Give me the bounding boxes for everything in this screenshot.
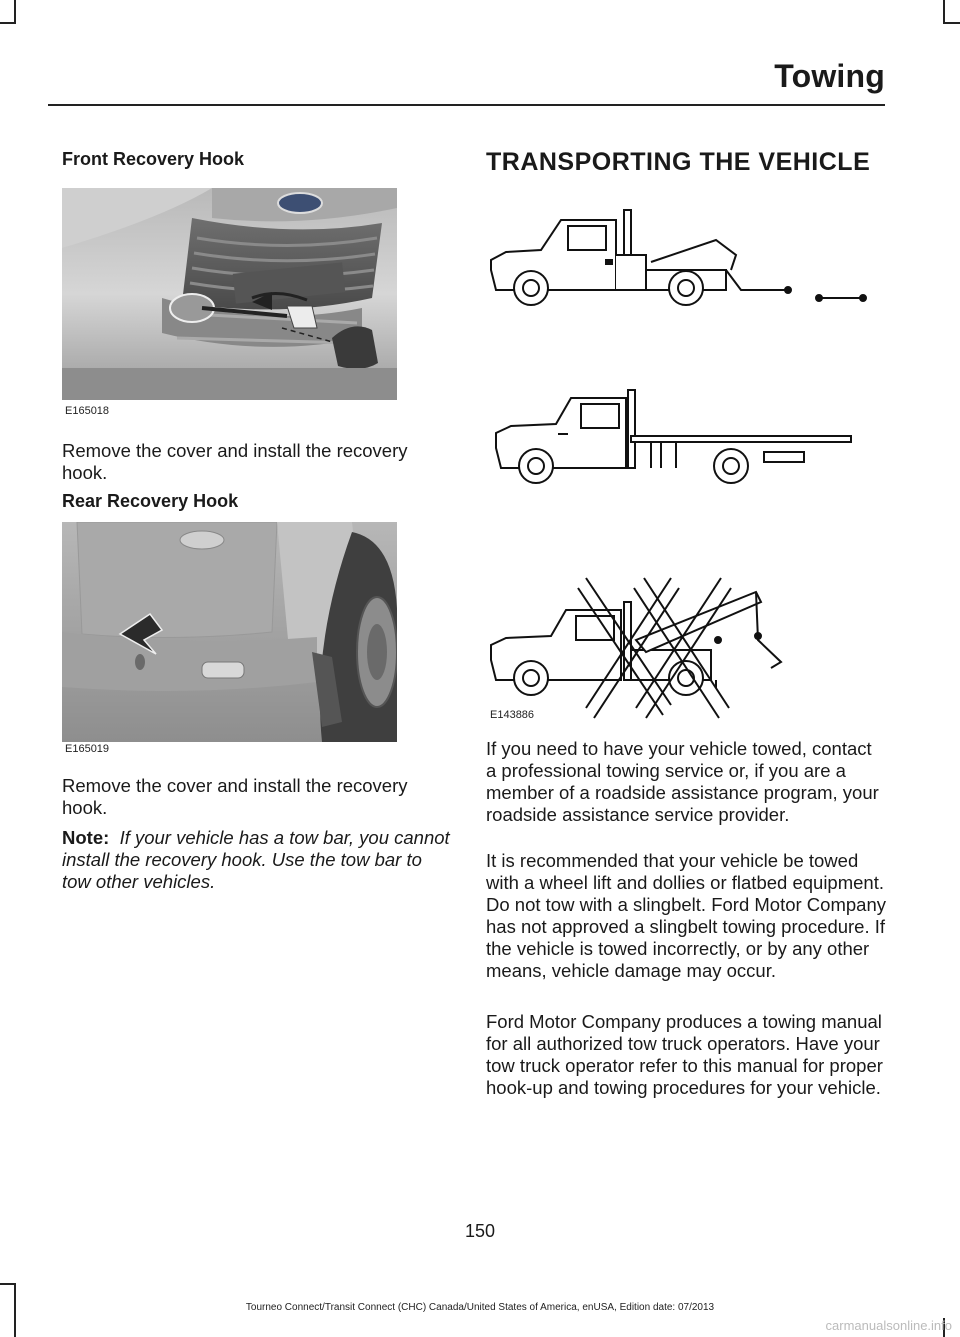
front-instruction-text: Remove the cover and install the recovery hook.: [62, 440, 408, 483]
towing-paragraph-3: Ford Motor Company produces a towing manual for all authorized tow truck operators. Have your tow truck operator refer to this manual for proper hook-up and towing procedures for your vehicle.: [486, 1011, 883, 1098]
rear-recovery-hook-heading: Rear Recovery Hook: [62, 491, 239, 511]
tow-methods-figure: [486, 200, 886, 720]
crop-mark-top-left-h: [0, 22, 16, 24]
note-paragraph: [62, 827, 454, 893]
crop-mark-top-right-v: [943, 0, 945, 22]
rear-recovery-hook-figure: [62, 522, 397, 742]
note-label: Note:: [62, 827, 110, 848]
crop-mark-top-right-h: [943, 22, 960, 24]
front-recovery-hook-figure: [62, 188, 397, 400]
wheel-lift-truck-icon: [491, 210, 866, 305]
towing-paragraph-1: If you need to have your vehicle towed, contact a professional towing service or, if you are a member of a roadside assistance program, your roadside assistance service provider.: [486, 738, 879, 825]
page-title: Towing: [774, 58, 885, 94]
trucks-figure-code: E143886: [490, 709, 535, 721]
edition-line: Tourneo Connect/Transit Connect (CHC) Canada/United States of America, enUSA, Edition date: 07/2013: [245, 1302, 715, 1313]
crop-mark-bottom-left-h: [0, 1283, 16, 1285]
rear-instruction-text: Remove the cover and install the recovery hook.: [62, 775, 408, 818]
page-number: 150: [464, 1221, 496, 1241]
transporting-vehicle-heading: TRANSPORTING THE VEHICLE: [486, 148, 871, 176]
front-recovery-hook-heading: Front Recovery Hook: [62, 149, 245, 169]
flatbed-truck-icon: [496, 390, 851, 483]
slingbelt-truck-icon: [491, 592, 781, 695]
note-text: If your vehicle has a tow bar, you cannot install the recovery hook. Use the tow bar to tow other vehicles.: [62, 827, 450, 892]
watermark: carmanualsonline.info: [825, 1318, 952, 1333]
rear-figure-code: E165019: [65, 743, 110, 755]
crop-mark-top-left-v: [14, 0, 16, 22]
towing-paragraph-2: It is recommended that your vehicle be towed with a wheel lift and dollies or flatbed equipment. Do not tow with a slingbelt. Ford Motor Company has not approved a slingbelt towing procedure. If the vehicle is towed incorrectly, or by any other means, vehicle damage may occur.: [486, 850, 886, 981]
front-figure-code: E165018: [65, 405, 110, 417]
header-divider: [48, 104, 885, 106]
